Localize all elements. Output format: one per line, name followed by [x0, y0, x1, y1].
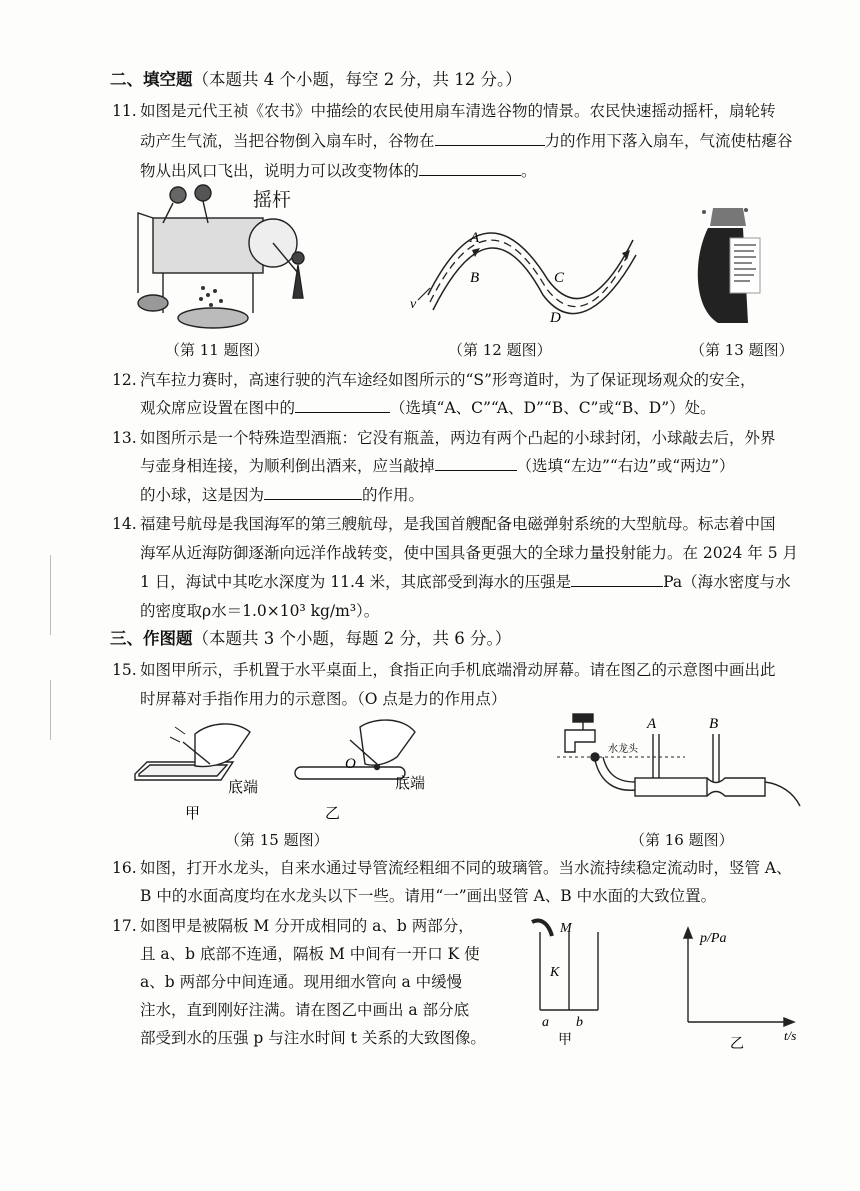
question-text [140, 572, 791, 592]
question-text: 福建号航母是我国海军的第三艘航母，是我国首艘配备电磁弹射系统的大型航母。标志着中国 [140, 515, 776, 533]
question-text [140, 485, 424, 505]
section-title-text: 三、作图题 [110, 629, 193, 648]
text-span: 。 [521, 162, 537, 180]
text-span: 与壶身相连接，为顺利倒出酒来，应当敲掉 [140, 457, 435, 475]
label-b: b [576, 1015, 583, 1030]
question-number: 13. [112, 429, 137, 447]
text-span: 动产生气流，当把谷物倒入扇车时，谷物在 [140, 132, 435, 150]
text-span: 物从出风口飞出，说明力可以改变物体的 [140, 162, 420, 180]
question-text: 如图所示是一个特殊造型酒瓶：它没有瓶盖，两边有两个凸起的小球封闭，小球敲去后，外界 [140, 429, 776, 447]
text-span: Pa（海水密度与水 [663, 573, 791, 591]
curve-label-B: B [470, 270, 480, 286]
section-title [110, 629, 511, 649]
answer-blank[interactable] [435, 131, 545, 146]
label-a: a [542, 1015, 549, 1030]
label-K: K [550, 965, 560, 980]
binding-mark [50, 680, 51, 740]
question-text: 且 a、b 底部不连通，隔板 M 中间有一开口 K 使 [140, 945, 480, 963]
binding-mark [50, 555, 51, 635]
section-title-text: 二、填空题 [110, 70, 193, 89]
question-text [140, 161, 537, 181]
question-text: 注水，直到刚好注满。请在图乙中画出 a 部分底 [140, 1001, 470, 1019]
figure-17-container-jia [520, 912, 620, 1047]
label-jia: 甲 [558, 1033, 572, 1047]
text-span: 观众席应设置在图中的 [140, 399, 296, 417]
question-number: 17. [112, 917, 137, 935]
label-tube-B: B [709, 716, 719, 732]
question-text [140, 456, 735, 476]
label-bottom-end-1: 底端 [228, 780, 259, 796]
y-axis-label: p/Pa [700, 931, 727, 946]
velocity-label: v [410, 297, 417, 312]
label-M: M [560, 921, 572, 936]
answer-blank[interactable] [295, 398, 390, 413]
section-title [110, 70, 522, 90]
curve-label-A: A [470, 230, 480, 246]
caption-fig-11: （第 11 题图） [165, 341, 269, 359]
curve-label-C: C [554, 270, 565, 286]
answer-blank[interactable] [264, 485, 362, 500]
section-note: （本题共 4 个小题，每空 2 分，共 12 分。） [192, 70, 522, 89]
section-note: （本题共 3 个小题，每题 2 分，共 6 分。） [192, 629, 512, 648]
caption-fig-12: （第 12 题图） [448, 341, 552, 359]
question-text: 的密度取ρ水＝1.0×10³ kg/m³）。 [140, 602, 380, 620]
question-text: 如图，打开水龙头，自来水通过导管流经粗细不同的玻璃管。当水流持续稳定流动时，竖管 A、 [140, 859, 792, 877]
label-yi: 乙 [730, 1037, 744, 1052]
answer-blank[interactable] [419, 161, 521, 176]
question-number: 14. [112, 515, 137, 533]
figure-15-phone-finger [125, 712, 445, 824]
question-text: 部受到水的压强 p 与注水时间 t 关系的大致图像。 [140, 1029, 486, 1047]
text-span: 的作用。 [362, 486, 425, 504]
label-yi: 乙 [325, 806, 341, 822]
question-text: 海军从近海防御逐渐向远洋作战转变，使中国具备更强大的全球力量投射能力。在 2024 年 5 月 [140, 544, 799, 562]
figure-16-faucet-tubes [555, 712, 805, 812]
figure-17-graph-yi [670, 922, 810, 1052]
question-number: 12. [112, 371, 137, 389]
text-span: 1 日，海试中其吃水深度为 11.4 米，其底部受到海水的压强是 [140, 573, 572, 591]
question-text [140, 398, 716, 418]
crank-label: 摇杆 [253, 189, 292, 211]
answer-blank[interactable] [571, 572, 663, 587]
figure-12-s-curve-road [408, 220, 638, 330]
question-text [140, 131, 793, 151]
label-faucet: 水龙头 [608, 744, 638, 755]
question-text: 汽车拉力赛时，高速行驶的汽车途经如图所示的“S”形弯道时，为了保证现场观众的安全， [140, 371, 756, 389]
text-span: （选填“左边”“右边”或“两边”） [516, 457, 735, 475]
caption-fig-16: （第 16 题图） [630, 831, 734, 849]
label-point-O: O [345, 756, 356, 772]
x-axis-label: t/s [784, 1028, 797, 1043]
question-number: 16. [112, 859, 137, 877]
text-span: 的小球，这是因为 [140, 486, 265, 504]
question-text: 时屏幕对手指作用力的示意图。（O 点是力的作用点） [140, 690, 507, 708]
figure-13-wine-bottle [688, 198, 788, 328]
question-text: 如图甲所示，手机置于水平桌面上，食指正向手机底端滑动屏幕。请在图乙的示意图中画出此 [140, 661, 776, 679]
question-number: 11. [112, 102, 137, 120]
label-bottom-end-2: 底端 [395, 776, 426, 792]
label-jia: 甲 [185, 806, 201, 822]
text-span: （选填“A、C”“A、D”“B、C”或“B、D”）处。 [390, 399, 716, 417]
question-number: 15. [112, 661, 137, 679]
answer-blank[interactable] [435, 456, 517, 471]
caption-fig-15: （第 15 题图） [225, 831, 329, 849]
question-text: a、b 两部分中间连通。现用细水管向 a 中缓慢 [140, 973, 463, 991]
curve-label-D: D [550, 310, 561, 326]
text-span: 力的作用下落入扇车，气流使枯瘪谷 [544, 132, 793, 150]
question-text: 如图甲是被隔板 M 分开成相同的 a、b 两部分， [140, 917, 474, 935]
label-tube-A: A [647, 716, 657, 732]
caption-fig-13: （第 13 题图） [690, 341, 794, 359]
question-text: 如图是元代王祯《农书》中描绘的农民使用扇车清选谷物的情景。农民快速摇动摇杆，扇轮转 [140, 102, 776, 120]
question-text: B 中的水面高度均在水龙头以下一些。请用“一”画出竖管 A、B 中水面的大致位置。 [140, 887, 717, 905]
